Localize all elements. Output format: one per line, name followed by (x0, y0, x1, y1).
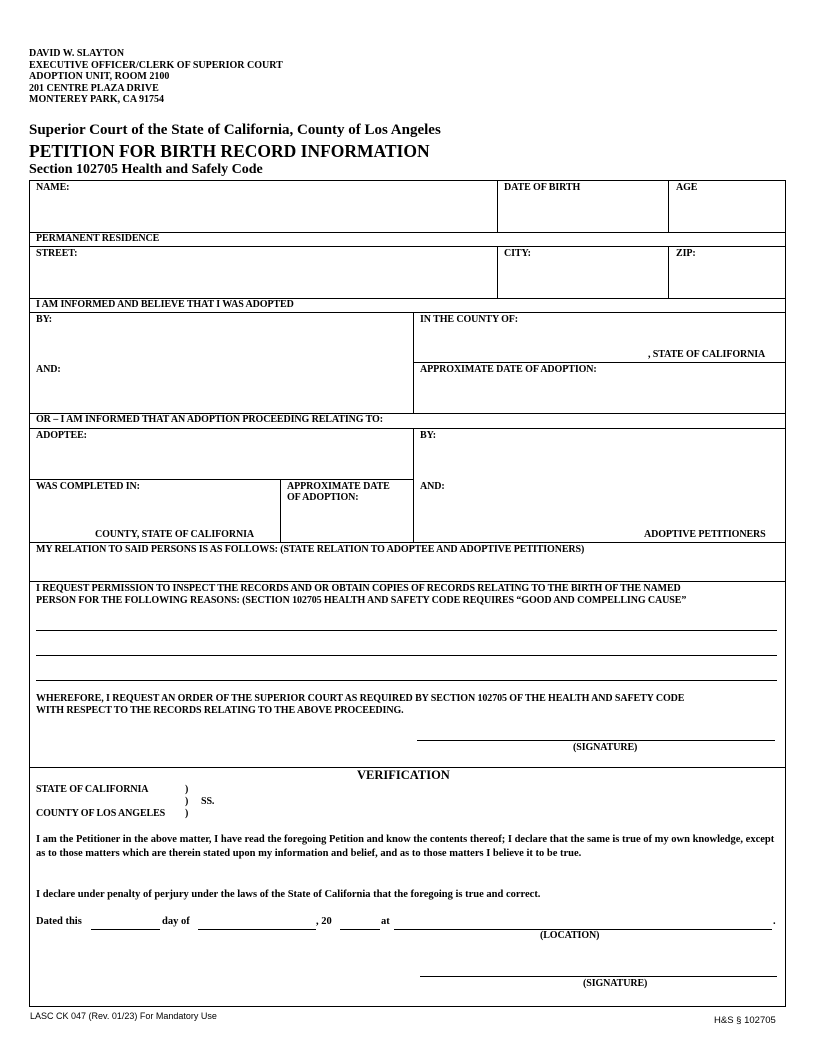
completed-county-input[interactable] (31, 494, 278, 528)
proceeding-by-input[interactable] (415, 443, 783, 477)
street-label: STREET: (36, 248, 78, 259)
year-prefix-label: , 20 (316, 916, 332, 927)
verification-signature-label: (SIGNATURE) (583, 978, 648, 989)
was-completed-label: WAS COMPLETED IN: (36, 481, 140, 492)
or-informed-label: OR – I AM INFORMED THAT AN ADOPTION PROCEEDING RELATING TO: (36, 414, 383, 425)
statute-reference: H&S § 102705 (714, 1015, 776, 1026)
approx-date-label-line2: OF ADOPTION: (287, 492, 359, 503)
adopted-and-label: AND: (36, 364, 61, 375)
city-input[interactable] (499, 261, 666, 296)
adoptive-petitioners-label: ADOPTIVE PETITIONERS (644, 529, 766, 540)
period-mark: . (773, 916, 776, 927)
reason-line-1[interactable] (36, 630, 777, 631)
zip-input[interactable] (670, 261, 783, 296)
dated-this-label: Dated this (36, 916, 82, 927)
name-label: NAME: (36, 182, 70, 193)
dob-label: DATE OF BIRTH (504, 182, 581, 193)
court-name: Superior Court of the State of California, County of Los Angeles (29, 122, 441, 138)
street-input[interactable] (31, 261, 495, 296)
petition-signature-label: (SIGNATURE) (573, 742, 638, 753)
proceeding-and-input[interactable] (415, 494, 783, 528)
clerk-address-block (29, 48, 283, 106)
petition-signature-line[interactable] (417, 740, 775, 741)
state-of-california-venue: STATE OF CALIFORNIA (36, 784, 149, 795)
clerk-street: 201 CENTRE PLAZA DRIVE (29, 82, 159, 94)
state-of-california-label: , STATE OF CALIFORNIA (648, 349, 766, 360)
request-text-line1: I REQUEST PERMISSION TO INSPECT THE RECORDS AND OR OBTAIN COPIES OF RECORDS RELATING TO THE BIRTH OF THE NAMED (36, 583, 681, 594)
ss-label: SS. (201, 796, 215, 807)
venue-paren-3: ) (185, 808, 189, 819)
verification-title: VERIFICATION (357, 768, 450, 782)
dated-day-field[interactable] (91, 929, 160, 930)
reason-line-3[interactable] (36, 680, 777, 681)
dated-month-field[interactable] (198, 929, 316, 930)
proceeding-approx-date-input[interactable] (282, 506, 411, 540)
adopted-by-input[interactable] (31, 326, 411, 362)
venue-paren-2: ) (185, 796, 189, 807)
informed-adopted-label: I AM INFORMED AND BELIEVE THAT I WAS ADOPTED (36, 299, 294, 310)
wherefore-text-line2: WITH RESPECT TO THE RECORDS RELATING TO THE ABOVE PROCEEDING. (36, 705, 404, 716)
in-county-label: IN THE COUNTY OF: (420, 314, 519, 325)
reason-line-2[interactable] (36, 655, 777, 656)
approx-date-adoption-label: APPROXIMATE DATE OF ADOPTION: (420, 364, 597, 375)
day-of-label: day of (162, 916, 190, 927)
relation-label: MY RELATION TO SAID PERSONS IS AS FOLLOWS: (STATE RELATION TO ADOPTEE AND ADOPTIVE PETITIONERS) (36, 544, 585, 555)
age-label: AGE (676, 182, 698, 193)
form-title: PETITION FOR BIRTH RECORD INFORMATION (29, 141, 430, 161)
county-of-los-angeles-venue: COUNTY OF LOS ANGELES (36, 808, 166, 819)
dated-year-field[interactable] (340, 929, 380, 930)
age-input[interactable] (670, 195, 783, 230)
clerk-title: EXECUTIVE OFFICER/CLERK OF SUPERIOR COURT (29, 59, 283, 71)
at-label: at (381, 916, 390, 927)
clerk-unit: ADOPTION UNIT, ROOM 2100 (29, 71, 170, 82)
city-label: CITY: (504, 248, 531, 259)
dob-input[interactable] (499, 195, 666, 230)
county-state-label: COUNTY, STATE OF CALIFORNIA (95, 529, 254, 540)
location-label: (LOCATION) (540, 930, 600, 941)
adopted-by-label: BY: (36, 314, 53, 325)
county-input[interactable] (415, 326, 645, 360)
adopted-and-input[interactable] (31, 377, 411, 411)
adoptee-input[interactable] (31, 443, 411, 477)
wherefore-text-line1: WHEREFORE, I REQUEST AN ORDER OF THE SUPERIOR COURT AS REQUIRED BY SECTION 102705 OF THE HEALTH AND SAFETY CODE (36, 693, 685, 704)
permanent-residence-label: PERMANENT RESIDENCE (36, 233, 160, 244)
proceeding-by-label: BY: (420, 430, 437, 441)
approx-date-adoption-input[interactable] (415, 377, 783, 411)
relation-input[interactable] (31, 558, 783, 580)
perjury-statement: I declare under penalty of perjury under the laws of the State of California that the foregoing is true and correct. (36, 889, 541, 900)
approx-date-label-line1: APPROXIMATE DATE (287, 481, 390, 492)
adoptee-label: ADOPTEE: (36, 430, 87, 441)
name-input[interactable] (31, 195, 495, 230)
clerk-city: MONTEREY PARK, CA 91754 (29, 94, 164, 105)
form-number: LASC CK 047 (Rev. 01/23) For Mandatory Use (30, 1011, 217, 1021)
clerk-name: DAVID W. SLAYTON (29, 48, 125, 59)
venue-paren-1: ) (185, 784, 189, 795)
verification-statement: I am the Petitioner in the above matter, I have read the foregoing Petition and know the contents thereof; I declare that the same is true of my own knowledge, except as to those matters which are therein stated upon my information and belief, and as to those matters I believe it to be true. (36, 834, 775, 859)
verification-signature-line[interactable] (420, 976, 777, 977)
zip-label: ZIP: (676, 248, 696, 259)
code-section: Section 102705 Health and Safely Code (29, 162, 263, 177)
request-text-line2: PERSON FOR THE FOLLOWING REASONS: (SECTION 102705 HEALTH AND SAFETY CODE REQUIRES “GOOD AND COMPELLING CAUSE” (36, 595, 687, 606)
proceeding-and-label: AND: (420, 481, 445, 492)
